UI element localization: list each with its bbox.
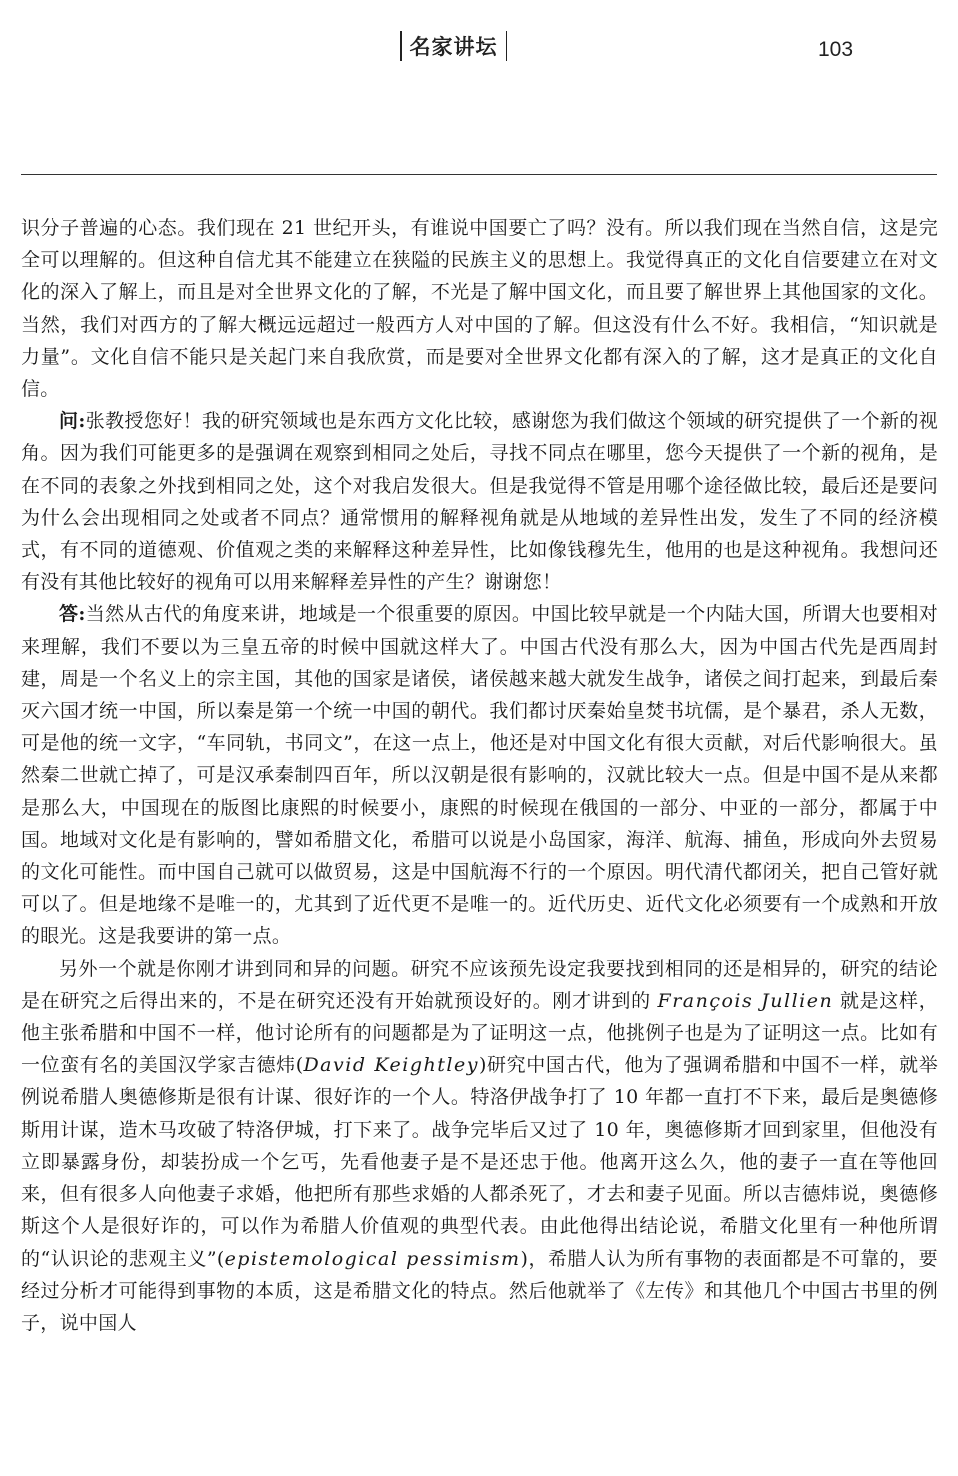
section-title: 名家讲坛 <box>409 35 498 59</box>
article-body <box>21 212 938 1339</box>
question-label: 问: <box>59 410 86 433</box>
paragraph-question <box>21 405 938 598</box>
answer-text: 当然从古代的角度来讲，地域是一个很重要的原因。中国比较早就是一个内陆大国，所谓大也要相对来理解，我们不要以为三皇五帝的时候中国就这样大了。中国古代没有那么大，因为中国古代先是西周封建，周是一个名义上的宗主国，其他的国家是诸侯，诸侯越来越大就发生战争，诸侯之间打起来，到最后秦灭六国才统一中国，所以秦是第一个统一中国的朝代。我们都讨厌秦始皇焚书坑儒，是个暴君，杀人无数，可是他的统一文字，“车同轨，书同文”，在这一点上，他还是对中国文化有很大贡献，对后代影响很大。虽然秦二世就亡掉了，可是汉承秦制四百年，所以汉朝是很有影响的，汉就比较大一点。但是中国不是从来都是那么大，中国现在的版图比康熙的时候要小，康熙的时候现在俄国的一部分、中亚的一部分，都属于中国。地域对文化是有影响的，譬如希腊文化，希腊可以说是小岛国家，海洋、航海、捕鱼，形成向外去贸易的文化可能性。而中国自己就可以做贸易，这是中国航海不行的一个原因。明代清代都闭关，把自己管好就可以了。但是地缘不是唯一的，尤其到了近代更不是唯一的。近代历史、近代文化必须要有一个成熟和开放的眼光。这是我要讲的第一点。 <box>21 603 938 948</box>
term-epistemological-pessimism: epistemological pessimism <box>224 1247 521 1270</box>
name-francois-jullien: François Jullien <box>657 989 834 1012</box>
question-text: 张教授您好！我的研究领域也是东西方文化比较，感谢您为我们做这个领域的研究提供了一个新的视角。因为我们可能更多的是强调在观察到相同之处后，寻找不同点在哪里，您今天提供了一个新的视角，是在不同的表象之外找到相同之处，这个对我启发很大。但是我觉得不管是用哪个途径做比较，最后还是要问为什么会出现相同之处或者不同点？通常惯用的解释视角就是从地域的差异性出发，发生了不同的经济模式，有不同的道德观、价值观之类的来解释这种差异性，比如像钱穆先生，他用的也是这种视角。我想问还有没有其他比较好的视角可以用来解释差异性的产生？谢谢您！ <box>21 410 938 594</box>
name-david-keightley: David Keightley <box>303 1054 479 1077</box>
paragraph-1-text: 识分子普遍的心态。我们现在 21 世纪开头，有谁说中国要亡了吗？没有。所以我们现在当然自信，这是完全可以理解的。但这种自信尤其不能建立在狭隘的民族主义的思想上。我觉得真正的文化自信要建立在对文化的深入了解上，而且是对全世界文化的了解，不光是了解中国文化，而且要了解世界上其他国家的文化。当然，我们对西方的了解大概远远超过一般西方人对中国的了解。但这没有什么不好。我相信，“知识就是力量”。文化自信不能只是关起门来自我欣赏，而是要对全世界文化都有深入的了解，这才是真正的文化自信。 <box>21 217 938 401</box>
paragraph-4 <box>21 953 938 1339</box>
header-right-bar <box>506 31 508 61</box>
header-rule <box>21 174 937 175</box>
paragraph-4-text-3: )研究中国古代，他为了强调希腊和中国不一样，就举例说希腊人奥德修斯是很有计谋、很好诈的一个人。特洛伊战争打了 10 年都一直打不下来，最后是奥德修斯用计谋，造木马攻破了特洛伊城，打下来了。战争完毕后又过了 10 年，奥德修斯才回到家里，但他没有立即暴露身份，却装扮成一个乞丐，先看他妻子是不是还忠于他。他离开这么久，他的妻子一直在等他回来，但有很多人向他妻子求婚，他把所有那些求婚的人都杀死了，才去和妻子见面。所以吉德炜说，奥德修斯这个人是很好诈的，可以作为希腊人价值观的典型代表。由此他得出结论说，希腊文化里有一种他所谓的“认识论的悲观主义”( <box>21 1054 939 1270</box>
paragraph-1 <box>21 212 938 405</box>
paragraph-4-text-2: 就是这样，他主张希腊和中国不一样，他讨论所有的问题都是为了证明这一点，他挑例子也是为了证明这一点。比如有一位蛮有名的美国汉学家吉德炜( <box>21 989 938 1077</box>
answer-label: 答: <box>59 603 86 626</box>
paragraph-4-text-1: 另外一个就是你刚才讲到同和异的问题。研究不应该预先设定我要找到相同的还是相异的，研究的结论是在研究之后得出来的，不是在研究还没有开始就预设好的。刚才讲到的 <box>21 957 938 1012</box>
page-number: 103 <box>818 38 854 61</box>
paragraph-4-text-4: )，希腊人认为所有事物的表面都是不可靠的，要经过分析才可能得到事物的本质，这是希腊文化的特点。然后他就举了《左传》和其他几个中国古书里的例子，说中国人 <box>21 1247 938 1334</box>
paragraph-answer <box>21 598 938 952</box>
running-header <box>400 30 507 62</box>
